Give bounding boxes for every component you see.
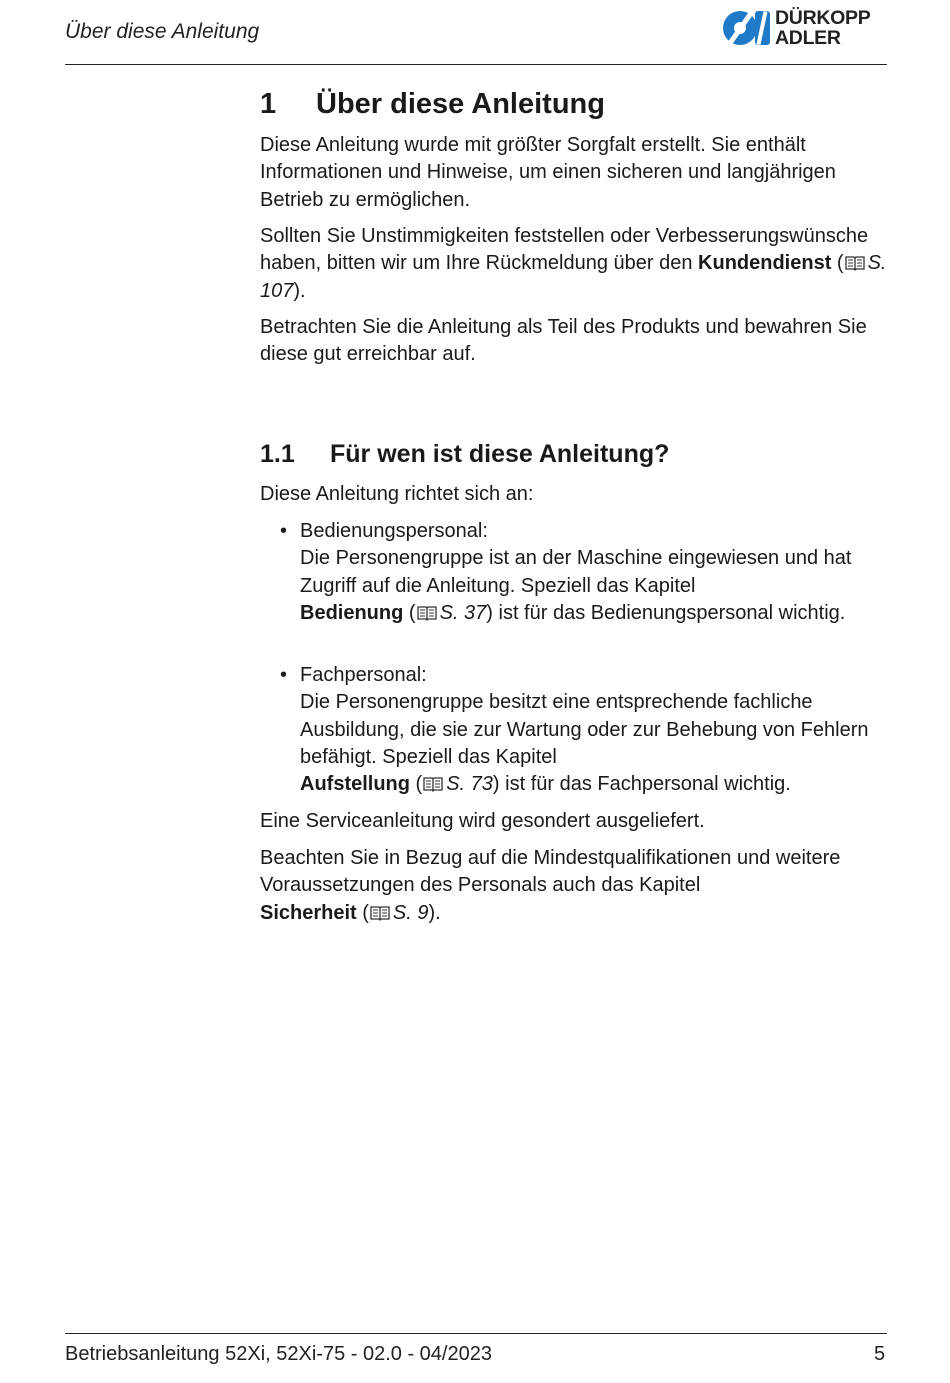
book-icon xyxy=(370,905,390,921)
footer-rule xyxy=(65,1333,887,1334)
bullet: • xyxy=(280,520,288,542)
bedienung-link[interactable]: Bedienung xyxy=(300,601,404,624)
list-item-label: Bedienungspersonal: xyxy=(300,520,488,542)
book-icon xyxy=(845,255,865,271)
page-number: 5 xyxy=(874,1343,886,1365)
page-reference[interactable]: S. 73 xyxy=(446,773,493,796)
list-item: • Bedienungspersonal: Die Personengruppe ist an der Maschine eingewiesen und hat Zugriff auf die Anleitung. Speziell das Kapitel Bedienung ( S. 37) ist für das Bedienungspersonal wichtig. xyxy=(280,520,852,624)
brand-line-1: DÜRKOPP xyxy=(775,7,871,29)
list-item-after: ist für das Bedienungspersonal wichtig. xyxy=(492,601,846,624)
running-header: Über diese Anleitung xyxy=(65,20,260,43)
footer-document-info: Betriebsanleitung 52Xi, 52Xi-75 - 02.0 - 04/2023 xyxy=(65,1343,492,1365)
paragraph-text: Sollten Sie Unstimmigkeiten feststellen oder Verbesserungswünsche haben, bitten wir um Ihre Rückmeldung über den xyxy=(260,225,869,275)
chapter-paragraph-1: Diese Anleitung wurde mit größter Sorgfalt erstellt. Sie enthält Informationen und Hinweise, um einen sicheren und langjährigen Betrieb zu ermöglichen. xyxy=(260,134,836,211)
aufstellung-link[interactable]: Aufstellung xyxy=(300,773,410,796)
chapter-paragraph-2: Sollten Sie Unstimmigkeiten feststellen oder Verbesserungswünsche haben, bitten wir um Ihre Rückmeldung über den Kundendienst ( S. 107). xyxy=(260,225,887,302)
chapter-number: 1 xyxy=(260,88,277,120)
logo-mark-icon xyxy=(722,8,772,48)
list-item-after: ist für das Fachpersonal wichtig. xyxy=(499,773,791,796)
header-rule xyxy=(65,64,887,65)
bullet: • xyxy=(280,664,288,686)
chapter-heading xyxy=(260,88,605,121)
section-intro: Diese Anleitung richtet sich an: xyxy=(260,483,534,505)
chapter-title: Über diese Anleitung xyxy=(316,88,605,120)
kundendienst-link[interactable]: Kundendienst xyxy=(698,252,832,275)
book-icon xyxy=(423,776,443,792)
list-item-text: Die Personengruppe ist an der Maschine eingewiesen und hat Zugriff auf die Anleitung. Speziell das Kapitel xyxy=(300,547,852,597)
brand-line-2: ADLER xyxy=(775,27,841,49)
section-title: Für wen ist diese Anleitung? xyxy=(330,440,670,468)
book-icon xyxy=(417,605,437,621)
chapter-paragraph-3: Betrachten Sie die Anleitung als Teil des Produkts und bewahren Sie diese gut erreichbar auf. xyxy=(260,316,867,366)
page-reference[interactable]: S. 107 xyxy=(260,252,887,302)
section-heading xyxy=(260,440,669,469)
list-item-label: Fachpersonal: xyxy=(300,664,427,686)
sicherheit-link[interactable]: Sicherheit xyxy=(260,901,357,924)
section-number: 1.1 xyxy=(260,440,295,468)
duerkopp-adler-logo xyxy=(722,6,892,50)
page-reference[interactable]: S. 9 xyxy=(392,901,429,924)
list-item: • Fachpersonal: Die Personengruppe besitzt eine entsprechende fachliche Ausbildung, die sie zur Wartung oder zur Behebung von Fehlern befähigt. Speziell das Kapitel Aufstellung ( S. 73) ist für das Fachpersonal wichtig. xyxy=(280,664,869,796)
list-item-text: Die Personengruppe besitzt eine entsprechende fachliche Ausbildung, die sie zur Wartung oder zur Behebung von Fehlern befähigt. Speziell das Kapitel xyxy=(300,691,869,768)
qualification-paragraph: Beachten Sie in Bezug auf die Mindestqualifikationen und weitere Voraussetzungen des Personals auch das Kapitel Sicherheit ( S. 9). xyxy=(260,847,841,924)
page-reference[interactable]: S. 37 xyxy=(439,601,487,624)
service-paragraph: Eine Serviceanleitung wird gesondert ausgeliefert. xyxy=(260,810,705,832)
paragraph-text: Beachten Sie in Bezug auf die Mindestqualifikationen und weitere Voraussetzungen des Personals auch das Kapitel xyxy=(260,847,841,897)
brand-name xyxy=(775,8,870,48)
